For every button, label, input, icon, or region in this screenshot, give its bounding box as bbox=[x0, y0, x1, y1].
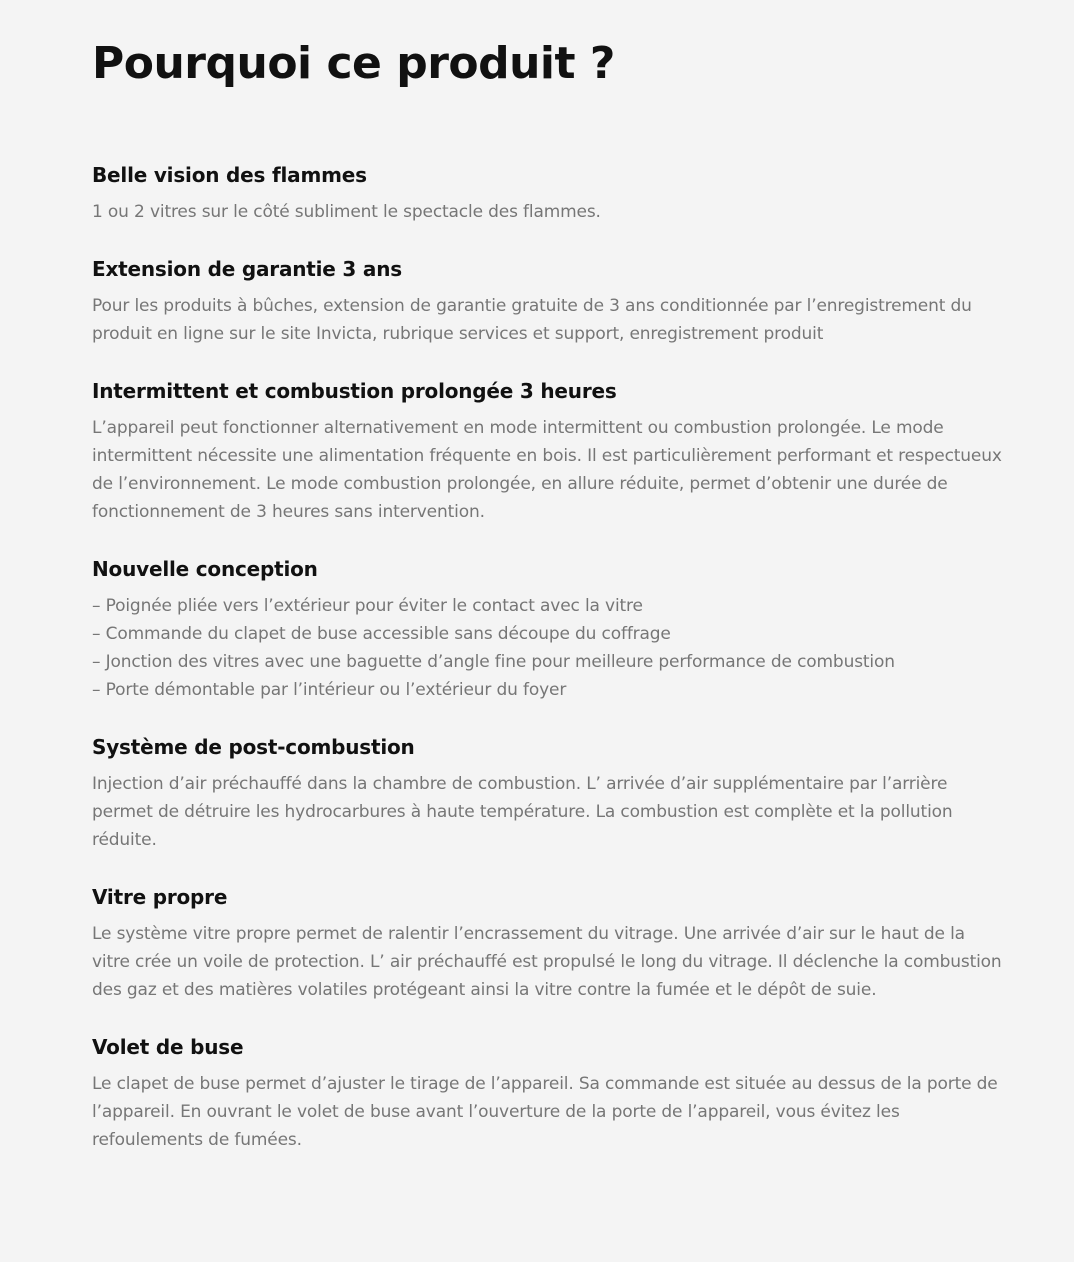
feature-intermittent-combustion bbox=[92, 378, 1004, 526]
feature-flame-view bbox=[92, 162, 1004, 226]
feature-description: Injection d’air préchauffé dans la chambre de combustion. L’ arrivée d’air supplémentaire par l’arrière permet de détruire les hydrocarbures à haute température. La combustion est complète et la pollution réduite. bbox=[92, 774, 953, 850]
feature-warranty-extension bbox=[92, 256, 1004, 348]
feature-new-design bbox=[92, 556, 1004, 704]
feature-description: Le système vitre propre permet de ralentir l’encrassement du vitrage. Une arrivée d’air sur le haut de la vitre crée un voile de protection. L’ air préchauffé est propulsé le long du vitrage. Il déclenche la combustion des gaz et des matières volatiles protégeant ainsi la vitre contre la fumée et le dépôt de suie. bbox=[92, 924, 1002, 1000]
feature-list-item: – Jonction des vitres avec une baguette d’angle fine pour meilleure performance de combustion bbox=[92, 652, 895, 672]
feature-description: Pour les produits à bûches, extension de garantie gratuite de 3 ans conditionnée par l’enregistrement du produit en ligne sur le site Invicta, rubrique services et support, enregistrement produit bbox=[92, 296, 972, 344]
feature-list-item: – Poignée pliée vers l’extérieur pour éviter le contact avec la vitre bbox=[92, 596, 643, 616]
feature-title: Intermittent et combustion prolongée 3 heures bbox=[92, 379, 617, 403]
feature-description: 1 ou 2 vitres sur le côté subliment le spectacle des flammes. bbox=[92, 202, 601, 222]
feature-description: L’appareil peut fonctionner alternativement en mode intermittent ou combustion prolongée. Le mode intermittent nécessite une alimentation fréquente en bois. Il est particulièrement performant et respectueux de l’environnement. Le mode combustion prolongée, en allure réduite, permet d’obtenir une durée de fonctionnement de 3 heures sans intervention. bbox=[92, 418, 1002, 522]
feature-flue-damper bbox=[92, 1034, 1004, 1154]
feature-description: Le clapet de buse permet d’ajuster le tirage de l’appareil. Sa commande est située au dessus de la porte de l’appareil. En ouvrant le volet de buse avant l’ouverture de la porte de l’appareil, vous évitez les refoulements de fumées. bbox=[92, 1074, 998, 1150]
feature-post-combustion bbox=[92, 734, 1004, 854]
feature-title: Vitre propre bbox=[92, 885, 228, 909]
feature-list-item: – Commande du clapet de buse accessible sans découpe du coffrage bbox=[92, 624, 671, 644]
feature-title: Volet de buse bbox=[92, 1035, 244, 1059]
feature-title: Extension de garantie 3 ans bbox=[92, 257, 402, 281]
feature-title: Belle vision des flammes bbox=[92, 163, 367, 187]
feature-list-item: – Porte démontable par l’intérieur ou l’extérieur du foyer bbox=[92, 680, 567, 700]
feature-title: Nouvelle conception bbox=[92, 557, 318, 581]
page-title: Pourquoi ce produit ? bbox=[92, 38, 615, 89]
feature-clean-glass bbox=[92, 884, 1004, 1004]
feature-description-list bbox=[92, 592, 1004, 704]
feature-title: Système de post-combustion bbox=[92, 735, 415, 759]
